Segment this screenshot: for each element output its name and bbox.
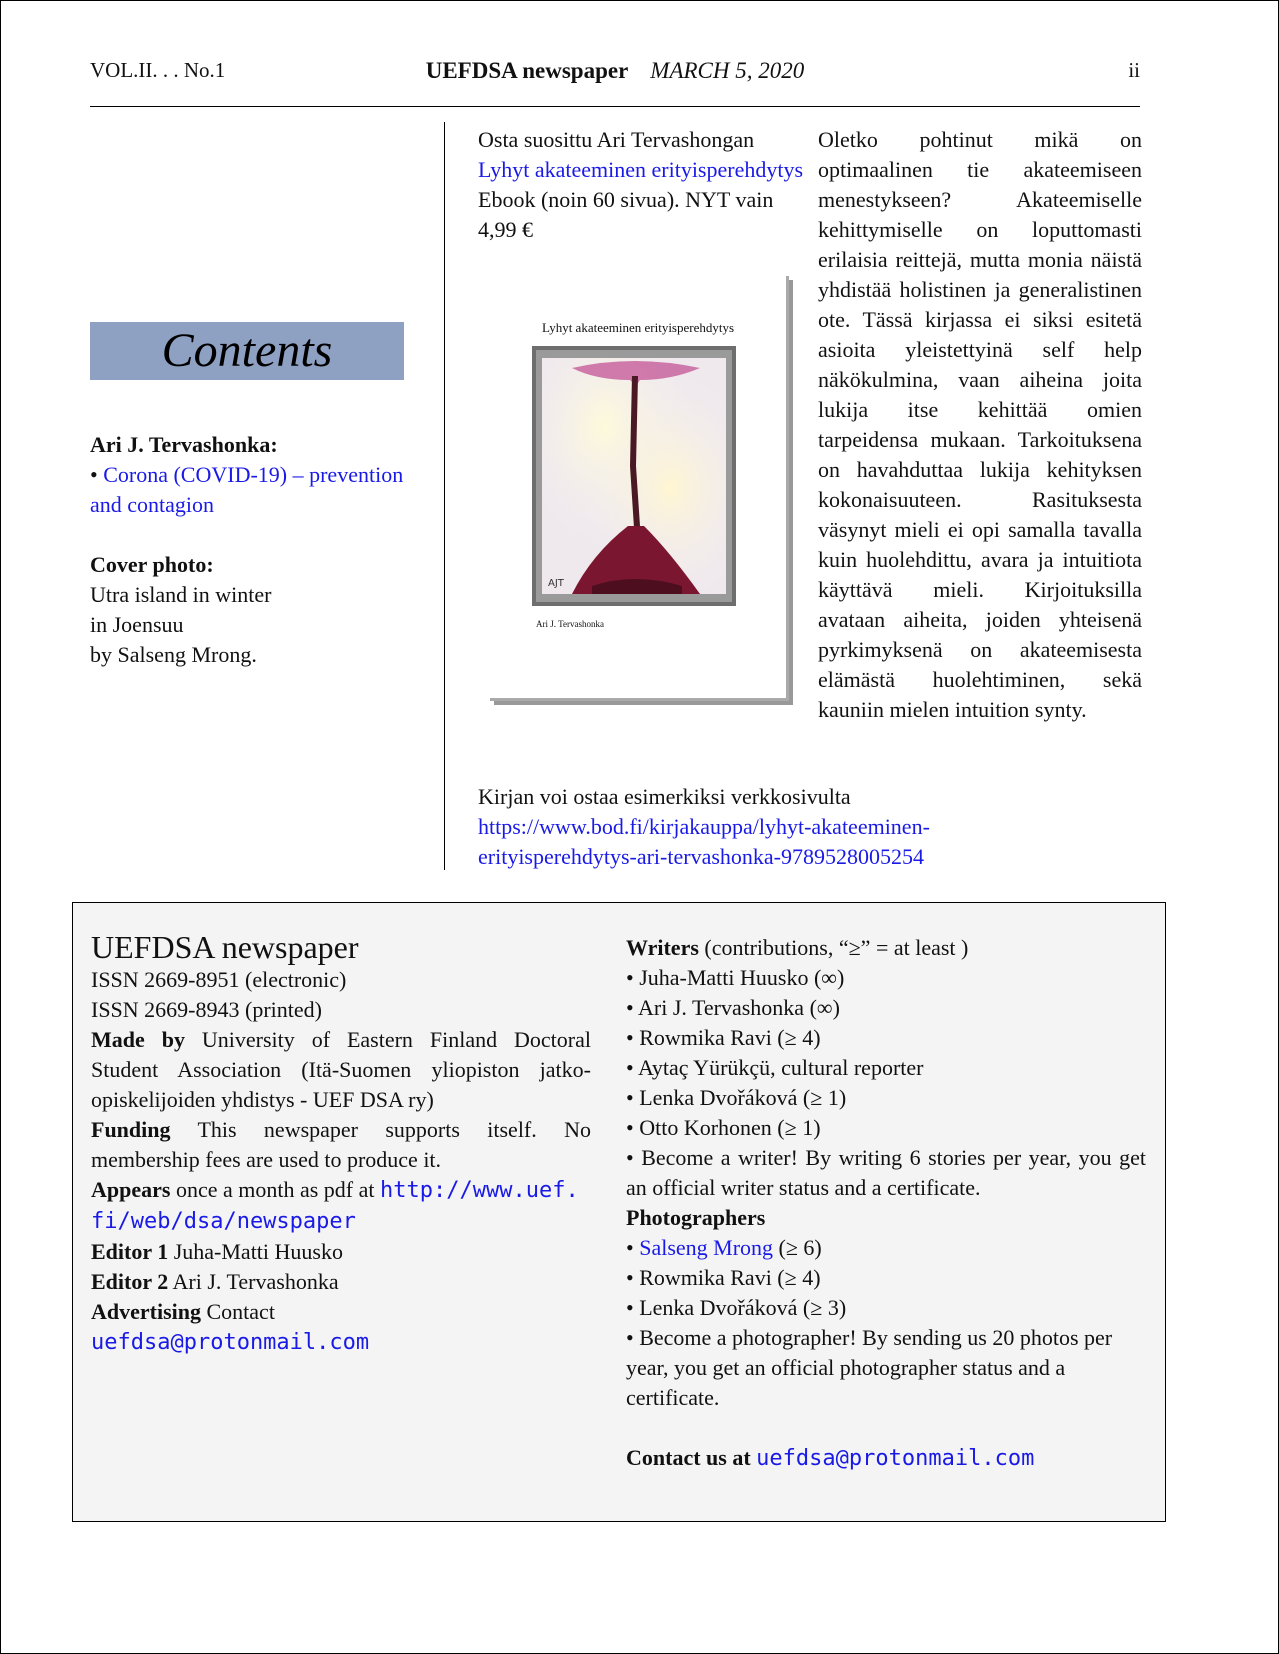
book-cover-title: Lyhyt akateeminen erityisperehdytys xyxy=(541,320,735,335)
cover-caption-line3: by Salseng Mrong. xyxy=(90,642,257,667)
buy-info xyxy=(478,782,1138,872)
editor2-label: Editor 2 xyxy=(91,1269,169,1294)
writer-item: • Juha-Matti Huusko (∞) xyxy=(626,965,845,990)
advertising-email[interactable]: uefdsa@protonmail.com xyxy=(91,1330,370,1355)
cover-photo-heading: Cover photo: xyxy=(90,552,214,577)
contents-heading-box xyxy=(90,322,404,380)
writers-note: (contributions, “≥” = at least ) xyxy=(704,935,969,960)
book-link[interactable]: Lyhyt akateeminen erityisperehdytys xyxy=(478,157,804,182)
column-rule xyxy=(444,122,445,870)
writer-item: • Rowmika Ravi (≥ 4) xyxy=(626,1025,821,1050)
writer-item: • Lenka Dvořáková (≥ 1) xyxy=(626,1085,847,1110)
become-photographer: • Become a photographer! By sending us 20 photos per year, you get an official photographer status and a certificate. xyxy=(626,1325,1113,1410)
writer-item: • Ari J. Tervashonka (∞) xyxy=(626,995,840,1020)
ad-price-text: Ebook (noin 60 sivua). NYT vain 4,99 € xyxy=(478,187,774,242)
book-cover-painting xyxy=(532,346,736,606)
book-ad-intro xyxy=(478,125,803,245)
colophon-box xyxy=(72,902,1166,1522)
funding-label: Funding xyxy=(91,1117,171,1142)
book-cover-author: Ari J. Tervashonka xyxy=(536,619,604,629)
photographers-label: Photographers xyxy=(626,1205,766,1230)
made-by-label: Made by xyxy=(91,1027,185,1052)
writers-label: Writers xyxy=(626,935,699,960)
svg-text:AJT: AJT xyxy=(548,578,564,589)
book-description: Oletko pohtinut mikä on optimaalinen tie akateemiseen menestykseen? Akateemiselle kehittymiselle on loputtomasti erilaisia reittejä, mutta monia näistä yhdistää holistinen ja generalistinen ote. Tässä kirjassa ei siksi esitetä asioita yleistettyinä self help näkökulmina, vaan aiheina joita lukija itse kehittää omien tarpeidensa mukaan. Tarkoituksena on havahduttaa lukija kehityksen kokonaisuuteen. Rasituksesta väsynyt mieli ei opi samalla tavalla kuin huolehdittu, avara ja intuitiota käyttävä mieli. Kirjoituksilla avataan aiheita, joiden yhteisenä pyrkimyksenä on akateemisesta elämästä huolehtiminen, sekä kauniin mielen intuition synty. xyxy=(818,127,1142,722)
appears-url-line1[interactable]: http://www.uef. xyxy=(380,1178,579,1203)
book-cover-image xyxy=(490,276,789,701)
publication-name: UEFDSA newspaper xyxy=(425,58,629,83)
contents-heading: Contents xyxy=(161,324,333,377)
contact-email[interactable]: uefdsa@protonmail.com xyxy=(756,1446,1035,1471)
cover-caption-line1: Utra island in winter xyxy=(90,582,272,607)
colophon-title: UEFDSA newspaper xyxy=(91,929,359,965)
appears-label: Appears xyxy=(91,1177,171,1202)
contents-list: Ari J. Tervashonka: • Corona (COVID-19) – prevention and contagion Cover photo: Utra island in winter in Joensuu by Salseng Mrong. xyxy=(90,430,410,670)
article-link[interactable]: Corona (COVID-19) – prevention and contagion xyxy=(90,462,404,517)
header-rule xyxy=(90,106,1140,107)
photographer-count: (≥ 6) xyxy=(778,1235,822,1260)
masthead xyxy=(90,58,1140,84)
volume-number: VOL.II. . . No.1 xyxy=(90,58,226,82)
ad-intro-text: Osta suosittu Ari Tervashongan xyxy=(478,127,755,152)
appears-url-line2[interactable]: fi/web/dsa/newspaper xyxy=(91,1209,356,1234)
made-by-text: University of Eastern Finland Doctoral Student Association (Itä-Suomen yliopiston jatko-opiskelijoiden yhdistys - UEF DSA ry) xyxy=(91,1027,591,1112)
page-number: ii xyxy=(1128,58,1140,82)
contents-author: Ari J. Tervashonka: xyxy=(90,432,278,457)
advertising-label: Advertising xyxy=(91,1299,201,1324)
buy-url-line1[interactable]: https://www.bod.fi/kirjakauppa/lyhyt-akateeminen- xyxy=(478,814,930,839)
colophon-contributors: Writers (contributions, “≥” = at least ) • Juha-Matti Huusko (∞) • Ari J. Tervashonka (∞) • Rowmika Ravi (≥ 4) • Aytaç Yürükçü, cultural reporter • Lenka Dvořáková (≥ 1) • Otto Korhonen (≥ 1) • Become a writer! By writing 6 stories per year, you get an official writer status and a certificate. Photographers • Salseng Mrong (≥ 6) • Rowmika Ravi (≥ 4) • Lenka Dvořáková (≥ 3) • Become a photographer! By sending us 20 photos per year, you get an official photographer status and a certificate. Contact us at uefdsa@protonmail.com xyxy=(626,935,1146,1471)
buy-text: Kirjan voi ostaa esimerkiksi verkkosivulta xyxy=(478,784,851,809)
running-head xyxy=(90,58,1140,88)
appears-text: once a month as pdf at xyxy=(175,1177,375,1202)
cover-caption-line2: in Joensuu xyxy=(90,612,184,637)
writer-item: • Aytaç Yürükçü, cultural reporter xyxy=(626,1055,924,1080)
photographer-item: • Lenka Dvořáková (≥ 3) xyxy=(626,1295,847,1320)
issn-printed: ISSN 2669-8943 (printed) xyxy=(91,997,322,1022)
become-writer: • Become a writer! By writing 6 stories per year, you get an official writer status and a certificate. xyxy=(626,1145,1146,1200)
photographer-link[interactable]: Salseng Mrong xyxy=(639,1235,774,1260)
editor1-label: Editor 1 xyxy=(91,1239,169,1264)
colophon-publication-info xyxy=(91,929,591,1358)
buy-url-line2[interactable]: erityisperehdytys-ari-tervashonka-9789528005254 xyxy=(478,844,924,869)
editor1-name: Juha-Matti Huusko xyxy=(173,1239,343,1264)
issue-date: MARCH 5, 2020 xyxy=(650,58,805,83)
advertising-text: Contact xyxy=(206,1299,275,1324)
writer-item: • Otto Korhonen (≥ 1) xyxy=(626,1115,821,1140)
funding-text: This newspaper supports itself. No membership fees are used to produce it. xyxy=(91,1117,592,1172)
photographer-item: • Rowmika Ravi (≥ 4) xyxy=(626,1265,821,1290)
issn-electronic: ISSN 2669-8951 (electronic) xyxy=(91,967,347,992)
editor2-name: Ari J. Tervashonka xyxy=(172,1269,339,1294)
contact-label: Contact us at xyxy=(626,1445,751,1470)
